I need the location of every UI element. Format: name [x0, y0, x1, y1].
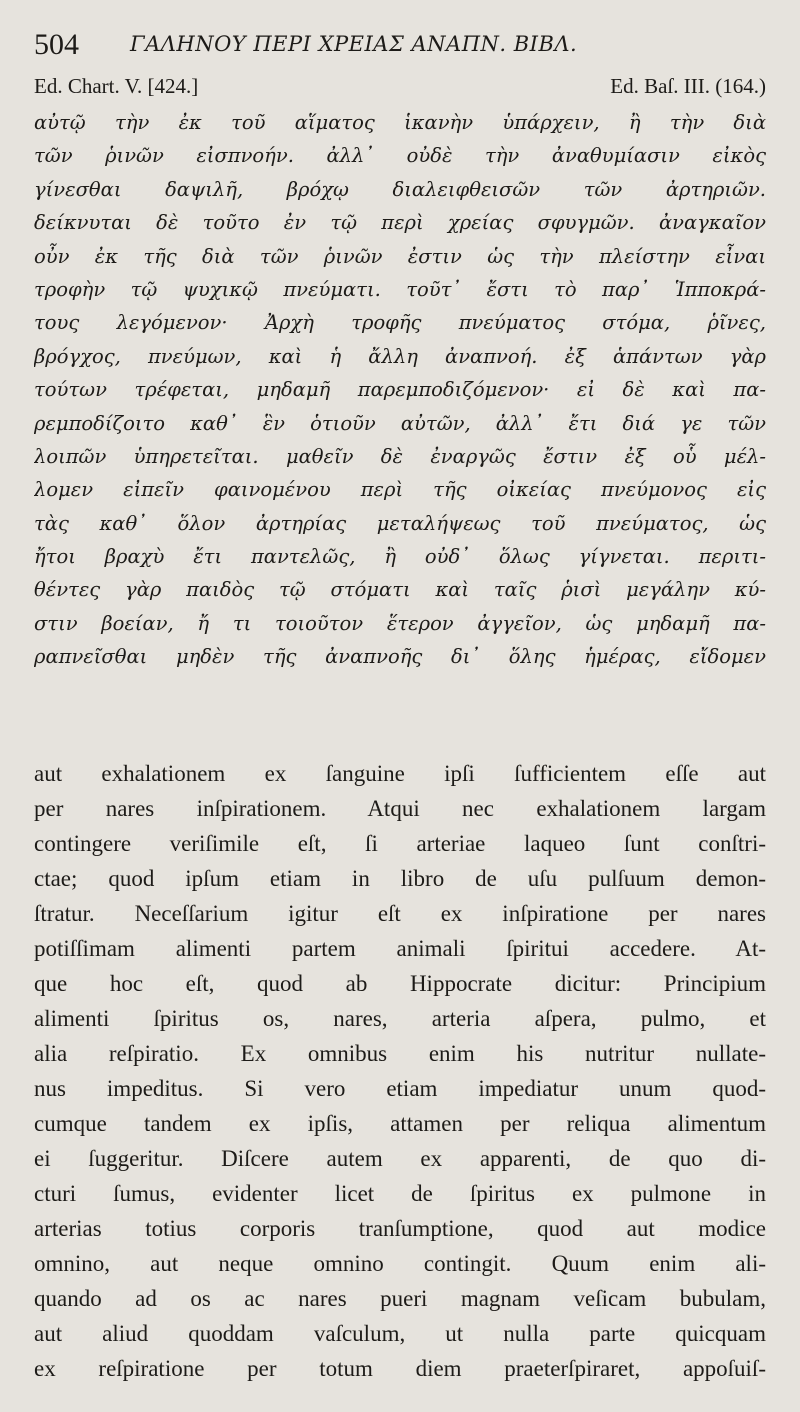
latin-text-line: alimenti ſpiritus os, nares, arteria aſpera, pulmo, et: [34, 1006, 766, 1031]
latin-text-line: aut aliud quoddam vaſculum, ut nulla parte quicquam: [34, 1321, 766, 1346]
latin-text-line: cumque tandem ex ipſis, attamen per reliqua alimentum: [34, 1111, 766, 1136]
latin-text-line: quando ad os ac nares pueri magnam veſicam bubulam,: [34, 1286, 766, 1311]
latin-text-line: potiſſimam alimenti partem animali ſpiritui accedere. At-: [34, 936, 766, 961]
page-number: 504: [34, 28, 79, 61]
greek-text-line: οὖν ἐκ τῆς διὰ τῶν ῥινῶν ἐστιν ὡς τὴν πλείστην εἶναι: [34, 244, 766, 268]
running-title: ΓΑΛΗΝΟΥ ΠΕΡΙ ΧΡΕΙΑΣ ΑΝΑΠΝ. ΒΙΒΛ.: [130, 32, 578, 56]
greek-text-line: θέντες γὰρ παιδὸς τῷ στόματι καὶ ταῖς ῥισὶ μεγάλην κύ-: [34, 578, 766, 602]
edition-references: [34, 74, 766, 104]
greek-text-line: ραπνεῖσθαι μηδὲν τῆς ἀναπνοῆς δι᾽ ὅλης ἡμέρας, εἴδομεν: [34, 645, 766, 669]
greek-text-line: λοιπῶν ὑπηρετεῖται. μαθεῖν δὲ ἐναργῶς ἔστιν ἐξ οὗ μέλ-: [34, 444, 766, 468]
greek-text-line: τὰς καθ᾽ ὅλον ἀρτηρίας μεταλήψεως τοῦ πνεύματος, ὡς: [34, 511, 766, 535]
latin-text-line: ex reſpiratione per totum diem praeterſpiraret, appoſuiſ-: [34, 1356, 766, 1381]
latin-text-line: alia reſpiratio. Ex omnibus enim his nutritur nullate-: [34, 1041, 766, 1066]
greek-text-line: ρεμποδίζοιτο καθ᾽ ἓν ὁτιοῦν αὐτῶν, ἀλλ᾽ ἔτι διά γε τῶν: [34, 411, 766, 435]
latin-text-block: [34, 756, 766, 1386]
greek-text-line: στιν βοείαν, ἤ τι τοιοῦτον ἕτερον ἀγγεῖον, ὡς μηδαμῆ πα-: [34, 611, 766, 635]
latin-text-line: que hoc eſt, quod ab Hippocrate dicitur: Principium: [34, 971, 766, 996]
latin-text-line: omnino, aut neque omnino contingit. Quum enim ali-: [34, 1251, 766, 1276]
greek-text-line: τους λεγόμενον· Ἀρχὴ τροφῆς πνεύματος στόμα, ῥῖνες,: [34, 311, 766, 335]
latin-text-line: arterias totius corporis tranſumptione, quod aut modice: [34, 1216, 766, 1241]
greek-text-line: λομεν εἰπεῖν φαινομένου περὶ τῆς οἰκείας πνεύμονος εἰς: [34, 478, 766, 502]
greek-text-block: [34, 106, 766, 674]
latin-text-line: nus impeditus. Si vero etiam impediatur unum quod-: [34, 1076, 766, 1101]
basel-edition-ref: Ed. Baſ. III. (164.): [610, 74, 766, 98]
greek-text-line: δείκνυται δὲ τοῦτο ἐν τῷ περὶ χρείας σφυγμῶν. ἀναγκαῖον: [34, 211, 766, 235]
latin-text-line: ctae; quod ipſum etiam in libro de uſu pulſuum demon-: [34, 866, 766, 891]
greek-text-line: αὐτῷ τὴν ἐκ τοῦ αἵματος ἱκανὴν ὑπάρχειν, ἢ τὴν διὰ: [34, 111, 766, 134]
greek-text-line: ἤτοι βραχὺ ἔτι παντελῶς, ἢ οὐδ᾽ ὅλως γίγνεται. περιτι-: [34, 545, 766, 569]
latin-text-line: aut exhalationem ex ſanguine ipſi ſufficientem eſſe aut: [34, 761, 766, 786]
greek-text-line: γίνεσθαι δαψιλῆ, βρόχῳ διαλειφθεισῶν τῶν ἀρτηριῶν.: [34, 177, 766, 201]
page-header: [34, 28, 764, 64]
greek-text-line: βρόγχος, πνεύμων, καὶ ἡ ἄλλη ἀναπνοή. ἐξ ἁπάντων γὰρ: [34, 344, 766, 368]
greek-text-line: τροφὴν τῷ ψυχικῷ πνεύματι. τοῦτ᾽ ἔστι τὸ παρ᾽ Ἱπποκρά-: [34, 277, 766, 301]
latin-text-line: contingere veriſimile eſt, ſi arteriae laqueo ſunt conſtri-: [34, 831, 766, 856]
latin-text-line: ſtratur. Neceſſarium igitur eſt ex inſpiratione per nares: [34, 901, 766, 926]
greek-text-line: τῶν ῥινῶν εἰσπνοήν. ἀλλ᾽ οὐδὲ τὴν ἀναθυμίασιν εἰκὸς: [34, 144, 766, 168]
latin-text-line: ei ſuggeritur. Diſcere autem ex apparenti, de quo di-: [34, 1146, 766, 1171]
latin-text-line: cturi ſumus, evidenter licet de ſpiritus ex pulmone in: [34, 1181, 766, 1206]
latin-text-line: per nares inſpirationem. Atqui nec exhalationem largam: [34, 796, 766, 821]
greek-text-line: τούτων τρέφεται, μηδαμῆ παρεμποδιζόμενον· εἰ δὲ καὶ πα-: [34, 378, 766, 402]
chartier-edition-ref: Ed. Chart. V. [424.]: [34, 74, 199, 98]
